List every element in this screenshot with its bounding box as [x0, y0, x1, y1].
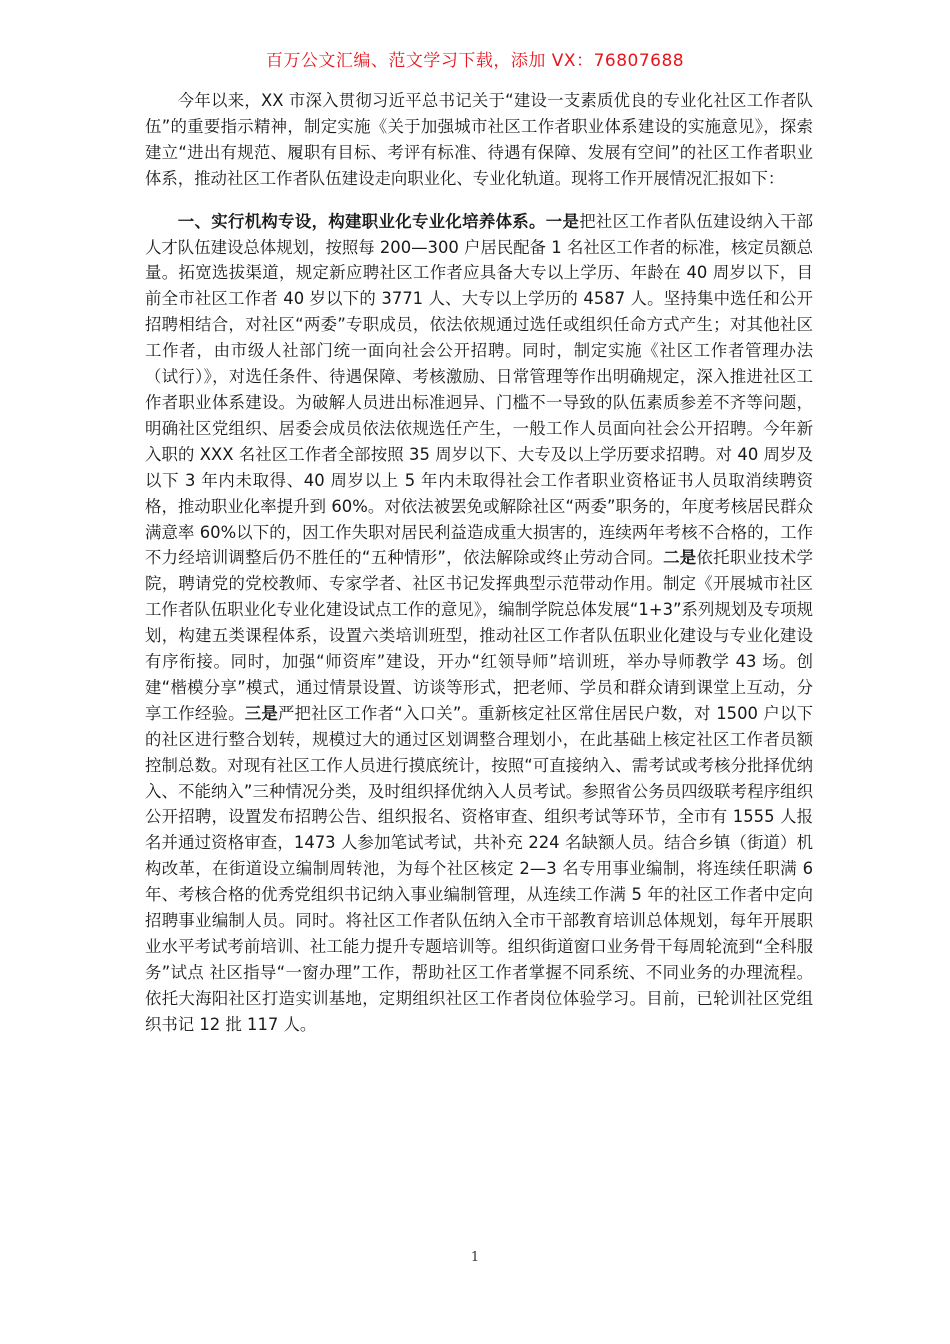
document-body — [145, 88, 813, 1038]
section-one-heading: 一、实行机构专设，构建职业化专业化培养体系。 — [177, 211, 546, 231]
point-two-label: 二是 — [663, 548, 697, 568]
point-one-label: 一是 — [545, 211, 580, 231]
header-banner: 百万公文汇编、范文学习下载，添加 VX：76807688 — [265, 51, 685, 71]
page-number: 1 — [470, 1250, 480, 1265]
point-two-text: 依托职业技术学院，聘请党的党校教师、专家学者、社区书记发挥典型示范带动作用。制定《开展城市社区工作者队伍职业化专业化建设试点工作的意见》，编制学院总体发展“1+3”系列规划及专项规划，构建五类课程体系，设置六类培训班型，推动社区工作者队伍职业化建设与专业化建设有序衔接。同时，加强“师资库”建设，开办“红领导师”培训班，举办导师教学 43 场。创建“楷模分享”模式，通过情景设置、访谈等形式，把老师、学员和群众请到课堂上互动，分享工作经验。 — [145, 548, 814, 723]
section-one-paragraph — [145, 209, 813, 1038]
point-three-label: 三是 — [244, 703, 278, 723]
intro-paragraph: 今年以来，XX 市深入贯彻习近平总书记关于“建设一支素质优良的专业化社区工作者队伍”的重要指示精神，制定实施《关于加强城市社区工作者职业体系建设的实施意见》，探索建立“进出有规范、履职有目标、考评有标准、待遇有保障、发展有空间”的社区工作者职业体系，推动社区工作者队伍建设走向职业化、专业化轨道。现将工作开展情况汇报如下： — [145, 91, 813, 188]
point-three-text: 严把社区工作者“入口关”。重新核定社区常住居民户数，对 1500 户以下的社区进行整合划转，规模过大的通过区划调整合理划小，在此基础上核定社区工作者员额控制总数。对现有社区工作人员进行摸底统计，按照“可直接纳入、需考试或考核分批择优纳入、不能纳入”三种情况分类，及时组织择优纳入人员考试。参照省公务员四级联考程序组织公开招聘，设置发布招聘公告、组织报名、资格审查、组织考试等环节，全市有 1555 人报名并通过资格审查，1473 人参加笔试考试，共补充 224 名缺额人员。结合乡镇（街道）机构改革，在街道设立编制周转池，为每个社区核定 2—3 名专用事业编制，将连续任职满 6 年、考核合格的优秀党组织书记纳入事业编制管理，从连续工作满 5 年的社区工作者中定向招聘事业编制人员。同时。将社区工作者队伍纳入全市干部教育培训总体规划，每年开展职业水平考试考前培训、社工能力提升专题培训等。组织街道窗口业务骨干每周轮流到“全科服务”试点 社区指导“一窗办理”工作，帮助社区工作者掌握不同系统、不同业务的办理流程。依托大海阳社区打造实训基地，定期组织社区工作者岗位体验学习。目前，已轮训社区党组织书记 12 批 117 人。 — [145, 703, 813, 1034]
point-one-text: 把社区工作者队伍建设纳入干部人才队伍建设总体规划，按照每 200—300 户居民配备 1 名社区工作者的标准，核定员额总量。拓宽选拔渠道，规定新应聘社区工作者应具备大专以上学历、年龄在 40 周岁以下，目前全市社区工作者 40 岁以下的 3771 人、大专以上学历的 4587 人。坚持集中选任和公开招聘相结合，对社区“两委”专职成员，依法依规通过选任或组织任命方式产生；对其他社区工作者，由市级人社部门统一面向社会公开招聘。同时，制定实施《社区工作者管理办法（试行）》，对选任条件、待遇保障、考核激励、日常管理等作出明确规定，深入推进社区工作者职业体系建设。为破解人员进出标准迥异、门槛不一导致的队伍素质参差不齐等问题，明确社区党组织、居委会成员依法依规选任产生，一般工作人员面向社会公开招聘。今年新入职的 XXX 名社区工作者全部按照 35 周岁以下、大专及以上学历要求招聘。对 40 周岁及以下 3 年内未取得、40 周岁以上 5 年内未取得社会工作者职业资格证书人员取消续聘资格，推动职业化率提升到 60%。对依法被罢免或解除社区“两委”职务的，年度考核居民群众满意率 60%以下的，因工作失职对居民利益造成重大损害的，连续两年考核不合格的，工作不力经培训调整后仍不胜任的“五种情形”，依法解除或终止劳动合同。 — [145, 211, 814, 568]
